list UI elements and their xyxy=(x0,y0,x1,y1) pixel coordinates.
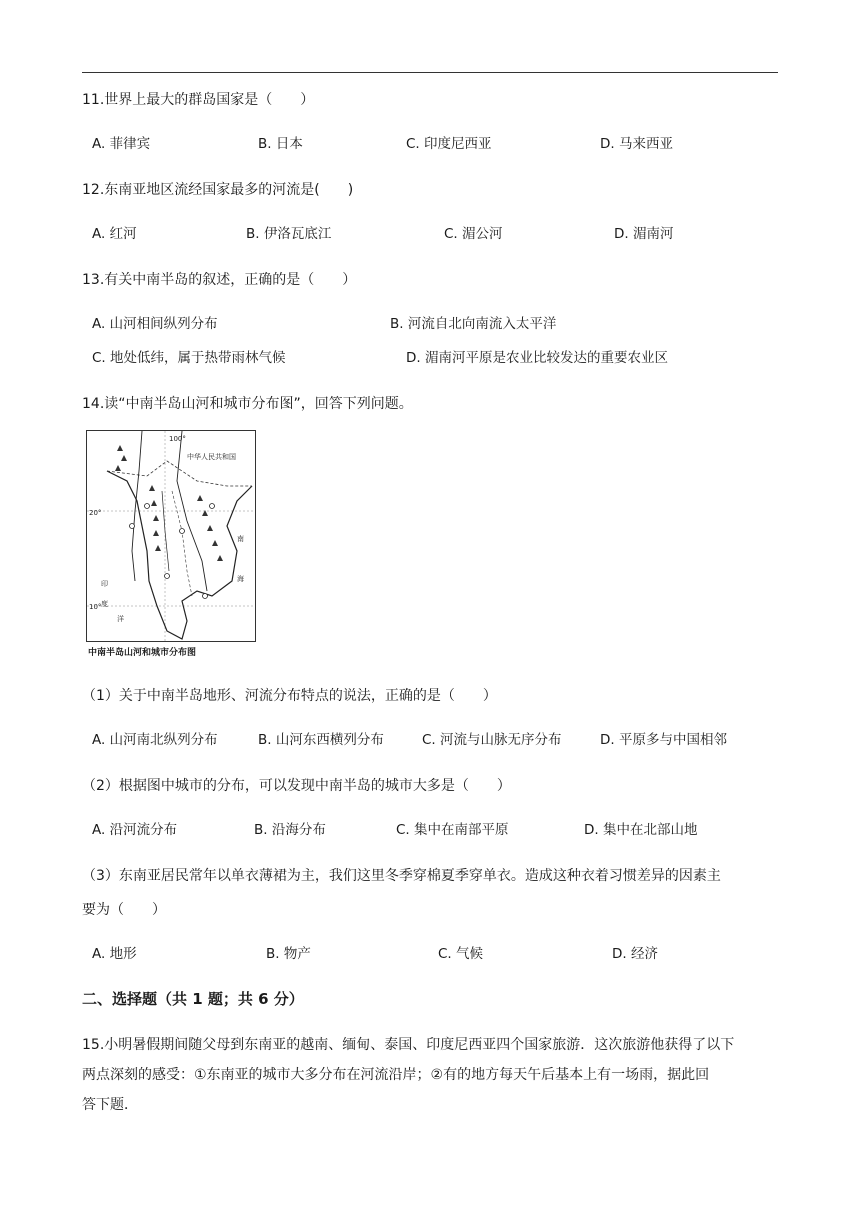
section2-title: 二、选择题（共 1 题；共 6 分） xyxy=(82,990,304,1008)
header-rule xyxy=(82,72,778,73)
indian-ocean-label-2: 度 xyxy=(101,600,108,608)
china-border xyxy=(107,461,252,486)
q13-option-c[interactable]: C. 地处低纬，属于热带雨林气候 xyxy=(92,350,286,366)
china-label: 中华人民共和国 xyxy=(187,453,236,461)
south-sea-label-2: 海 xyxy=(237,575,244,583)
q14-sub1-option-c[interactable]: C. 河流与山脉无序分布 xyxy=(422,732,562,748)
q15-line1: 15.小明暑假期间随父母到东南亚的越南、缅甸、泰国、印度尼西亚四个国家旅游．这次旅游他获得了以下 xyxy=(82,1037,735,1053)
south-sea-label-1: 南 xyxy=(237,535,244,543)
q11-option-a[interactable]: A. 菲律宾 xyxy=(92,136,151,152)
q13-stem: 13.有关中南半岛的叙述，正确的是（ ） xyxy=(82,272,357,288)
q14-sub1-stem: （1）关于中南半岛地形、河流分布特点的说法，正确的是（ ） xyxy=(82,688,497,704)
q14-sub2-option-b[interactable]: B. 沿海分布 xyxy=(254,822,326,838)
q12-option-d[interactable]: D. 湄南河 xyxy=(614,226,674,242)
coastline xyxy=(107,471,252,639)
q14-stem: 14.读“中南半岛山河和城市分布图”，回答下列问题。 xyxy=(82,396,413,412)
q14-sub1-option-a[interactable]: A. 山河南北纵列分布 xyxy=(92,732,218,748)
q11-option-d[interactable]: D. 马来西亚 xyxy=(600,136,673,152)
q14-sub3-stem-line1: （3）东南亚居民常年以单衣薄裙为主，我们这里冬季穿棉夏季穿单衣。造成这种衣着习惯差异的因素主 xyxy=(82,868,721,884)
internal-border xyxy=(172,491,192,596)
q14-sub3-stem-line2: 要为（ ） xyxy=(82,902,166,918)
q14-sub1-option-d[interactable]: D. 平原多与中国相邻 xyxy=(600,732,727,748)
q12-stem: 12.东南亚地区流经国家最多的河流是( ) xyxy=(82,182,354,198)
lat10-label: 10° xyxy=(89,603,102,611)
q11-stem: 11.世界上最大的群岛国家是（ ） xyxy=(82,92,315,108)
q14-sub2-option-c[interactable]: C. 集中在南部平原 xyxy=(396,822,509,838)
q13-option-a[interactable]: A. 山河相间纵列分布 xyxy=(92,316,218,332)
q14-sub1-option-b[interactable]: B. 山河东西横列分布 xyxy=(258,732,384,748)
map-graphic xyxy=(87,431,255,641)
q14-sub3-option-c[interactable]: C. 气候 xyxy=(438,946,484,962)
city-symbols xyxy=(130,504,215,599)
irrawaddy-river xyxy=(132,431,142,581)
q11-option-c[interactable]: C. 印度尼西亚 xyxy=(406,136,492,152)
q12-option-b[interactable]: B. 伊洛瓦底江 xyxy=(246,226,332,242)
q12-option-a[interactable]: A. 红河 xyxy=(92,226,137,242)
lon100-label: 100° xyxy=(169,435,186,443)
lat20-label: 20° xyxy=(89,509,102,517)
q14-sub2-stem: （2）根据图中城市的分布，可以发现中南半岛的城市大多是（ ） xyxy=(82,778,511,794)
q14-sub2-option-a[interactable]: A. 沿河流分布 xyxy=(92,822,178,838)
q14-sub2-option-d[interactable]: D. 集中在北部山地 xyxy=(584,822,698,838)
q14-sub3-option-b[interactable]: B. 物产 xyxy=(266,946,311,962)
map-caption: 中南半岛山河和城市分布图 xyxy=(88,648,197,658)
q13-option-b[interactable]: B. 河流自北向南流入太平洋 xyxy=(390,316,557,332)
q11-option-b[interactable]: B. 日本 xyxy=(258,136,303,152)
q12-option-c[interactable]: C. 湄公河 xyxy=(444,226,503,242)
indian-ocean-label-3: 洋 xyxy=(117,615,124,623)
indochina-map xyxy=(86,430,256,642)
q14-sub3-option-a[interactable]: A. 地形 xyxy=(92,946,137,962)
q13-option-d[interactable]: D. 湄南河平原是农业比较发达的重要农业区 xyxy=(406,350,668,366)
q15-line2: 两点深刻的感受：①东南亚的城市大多分布在河流沿岸；②有的地方每天午后基本上有一场雨，据此回 xyxy=(82,1067,710,1083)
indian-ocean-label-1: 印 xyxy=(101,580,108,588)
q14-sub3-option-d[interactable]: D. 经济 xyxy=(612,946,658,962)
chao-phraya-river xyxy=(162,491,169,571)
q15-line3: 答下题． xyxy=(82,1097,138,1113)
q15-text xyxy=(82,1030,782,1120)
